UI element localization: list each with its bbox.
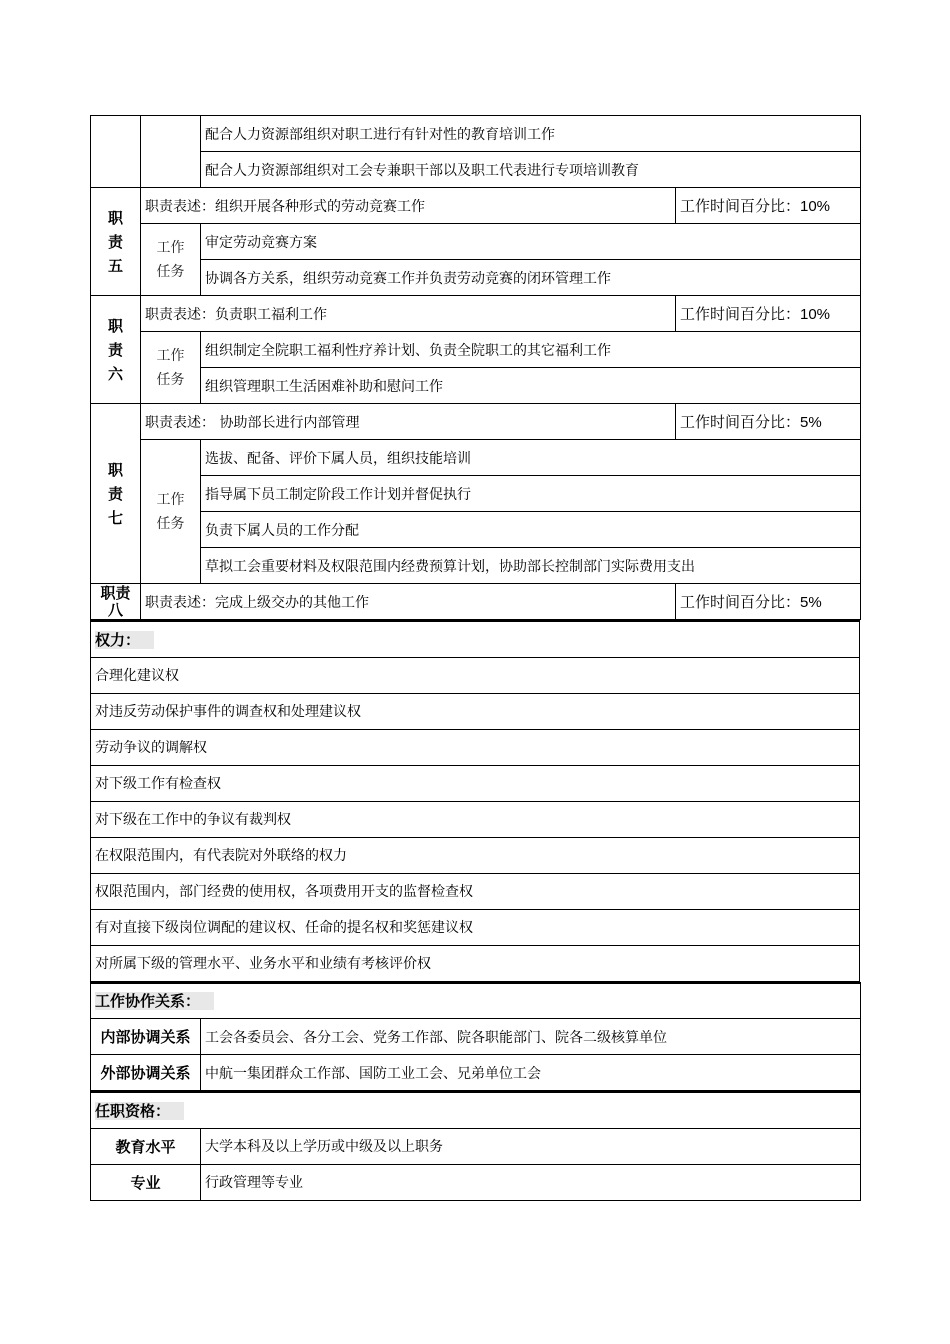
duty6-label: 职 责 六 — [91, 296, 141, 404]
power-item: 对下级工作有检查权 — [91, 765, 860, 801]
duty7-task-label: 工作 任务 — [141, 440, 201, 584]
power-item: 权限范围内，部门经费的使用权，各项费用开支的监督检查权 — [91, 873, 860, 909]
internal-relation-label: 内部协调关系 — [91, 1019, 201, 1055]
duty8-percent: 工作时间百分比：5% — [676, 584, 861, 620]
duty7-label: 职 责 七 — [91, 404, 141, 584]
task-item: 协调各方关系，组织劳动竞赛工作并负责劳动竞赛的闭环管理工作 — [201, 260, 861, 296]
task-label-continued — [141, 116, 201, 188]
power-item: 对所属下级的管理水平、业务水平和业绩有考核评价权 — [91, 945, 860, 981]
power-table — [90, 620, 860, 982]
cooperation-table — [90, 982, 861, 1092]
power-item: 在权限范围内，有代表院对外联络的权力 — [91, 837, 860, 873]
major-label: 专业 — [91, 1164, 201, 1200]
task-item: 草拟工会重要材料及权限范围内经费预算计划，协助部长控制部门实际费用支出 — [201, 548, 861, 584]
task-item: 审定劳动竞赛方案 — [201, 224, 861, 260]
task-item: 选拔、配备、评价下属人员，组织技能培训 — [201, 440, 861, 476]
qualification-section-title: 任职资格： — [91, 1092, 861, 1128]
duty5-statement: 职责表述：组织开展各种形式的劳动竞赛工作 — [141, 188, 676, 224]
duty6-percent: 工作时间百分比：10% — [676, 296, 861, 332]
power-section-title: 权力： — [91, 621, 860, 657]
duty6-statement: 职责表述：负责职工福利工作 — [141, 296, 676, 332]
duty8-label: 职责 八 — [91, 584, 141, 620]
task-item: 负责下属人员的工作分配 — [201, 512, 861, 548]
internal-relation-value: 工会各委员会、各分工会、党务工作部、院各职能部门、院各二级核算单位 — [201, 1019, 861, 1055]
task-item: 组织制定全院职工福利性疗养计划、负责全院职工的其它福利工作 — [201, 332, 861, 368]
task-item: 配合人力资源部组织对职工进行有针对性的教育培训工作 — [201, 116, 861, 152]
external-relation-value: 中航一集团群众工作部、国防工业工会、兄弟单位工会 — [201, 1055, 861, 1091]
power-item: 有对直接下级岗位调配的建议权、任命的提名权和奖惩建议权 — [91, 909, 860, 945]
duty5-label: 职 责 五 — [91, 188, 141, 296]
power-item: 对下级在工作中的争议有裁判权 — [91, 801, 860, 837]
qualification-table — [90, 1091, 861, 1201]
task-item: 组织管理职工生活困难补助和慰问工作 — [201, 368, 861, 404]
duty5-percent: 工作时间百分比：10% — [676, 188, 861, 224]
duty6-task-label: 工作 任务 — [141, 332, 201, 404]
education-label: 教育水平 — [91, 1128, 201, 1164]
education-value: 大学本科及以上学历或中级及以上职务 — [201, 1128, 861, 1164]
power-item: 对违反劳动保护事件的调查权和处理建议权 — [91, 693, 860, 729]
duty5-task-label: 工作 任务 — [141, 224, 201, 296]
major-value: 行政管理等专业 — [201, 1164, 861, 1200]
duties-table — [90, 115, 861, 620]
job-description-document — [90, 115, 860, 1201]
external-relation-label: 外部协调关系 — [91, 1055, 201, 1091]
duty7-statement: 职责表述： 协助部长进行内部管理 — [141, 404, 676, 440]
duty7-percent: 工作时间百分比：5% — [676, 404, 861, 440]
power-item: 合理化建议权 — [91, 657, 860, 693]
duty-label-continued — [91, 116, 141, 188]
power-item: 劳动争议的调解权 — [91, 729, 860, 765]
task-item: 配合人力资源部组织对工会专兼职干部以及职工代表进行专项培训教育 — [201, 152, 861, 188]
duty8-statement: 职责表述：完成上级交办的其他工作 — [141, 584, 676, 620]
cooperation-section-title: 工作协作关系： — [91, 983, 861, 1019]
task-item: 指导属下员工制定阶段工作计划并督促执行 — [201, 476, 861, 512]
